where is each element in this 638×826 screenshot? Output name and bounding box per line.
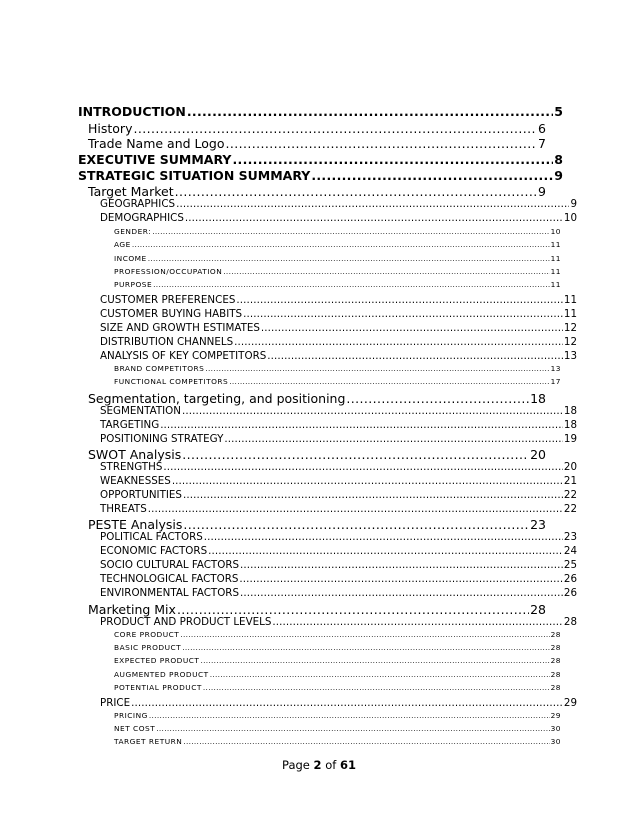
toc-entry[interactable]: [114, 670, 561, 679]
toc-entry-title: PRICE: [100, 697, 131, 709]
toc-dot-leader: [182, 447, 529, 462]
toc-entry[interactable]: [100, 461, 577, 473]
toc-dot-leader: [223, 267, 549, 276]
toc-entry[interactable]: [100, 350, 577, 362]
toc-entry-page-number: 7: [538, 136, 546, 151]
toc-dot-leader: [132, 240, 550, 249]
toc-entry[interactable]: [114, 227, 561, 236]
toc-dot-leader: [176, 198, 569, 210]
toc-entry[interactable]: [100, 475, 577, 487]
toc-entry-page-number: 22: [563, 489, 577, 501]
toc-entry-page-number: 11: [550, 280, 561, 289]
toc-entry[interactable]: [114, 240, 561, 249]
toc-entry-page-number: 11: [563, 294, 577, 306]
toc-entry-title: POTENTIAL PRODUCT: [114, 683, 202, 692]
toc-entry-title: BASIC PRODUCT: [114, 643, 182, 652]
toc-entry-title: INTRODUCTION: [78, 104, 186, 119]
toc-entry[interactable]: [100, 616, 577, 628]
toc-entry[interactable]: [114, 643, 561, 652]
toc-dot-leader: [163, 461, 563, 473]
toc-entry-page-number: 28: [563, 616, 577, 628]
toc-entry[interactable]: [100, 489, 577, 501]
toc-entry-page-number: 28: [530, 602, 546, 617]
toc-dot-leader: [226, 136, 538, 151]
toc-entry-page-number: 13: [550, 364, 561, 373]
toc-entry-page-number: 18: [563, 419, 577, 431]
toc-dot-leader: [148, 254, 550, 263]
toc-entry-title: DEMOGRAPHICS: [100, 212, 184, 224]
toc-entry-page-number: 9: [554, 168, 563, 183]
toc-dot-leader: [133, 121, 537, 136]
toc-entry-title: POLITICAL FACTORS: [100, 531, 203, 543]
toc-entry-page-number: 11: [550, 254, 561, 263]
toc-entry-title: WEAKNESSES: [100, 475, 171, 487]
toc-entry[interactable]: [114, 280, 561, 289]
toc-dot-leader: [180, 630, 549, 639]
toc-entry-page-number: 18: [563, 405, 577, 417]
toc-entry-page-number: 28: [550, 656, 561, 665]
toc-entry[interactable]: [88, 136, 546, 151]
toc-dot-leader: [205, 364, 549, 373]
toc-entry-page-number: 28: [550, 643, 561, 652]
toc-entry-page-number: 24: [563, 545, 577, 557]
toc-dot-leader: [224, 433, 563, 445]
toc-dot-leader: [152, 227, 549, 236]
toc-dot-leader: [185, 212, 563, 224]
toc-entry-title: EXECUTIVE SUMMARY: [78, 152, 232, 167]
toc-entry[interactable]: [88, 391, 546, 406]
toc-entry-title: TARGET RETURN: [114, 737, 183, 746]
toc-entry-title: TARGETING: [100, 419, 160, 431]
toc-entry[interactable]: [114, 656, 561, 665]
toc-entry-page-number: 28: [550, 683, 561, 692]
toc-entry[interactable]: [100, 573, 577, 585]
toc-entry-page-number: 10: [563, 212, 577, 224]
toc-entry-page-number: 11: [550, 267, 561, 276]
toc-entry[interactable]: [88, 121, 546, 136]
toc-entry-page-number: 28: [550, 670, 561, 679]
toc-entry-title: TECHNOLOGICAL FACTORS: [100, 573, 239, 585]
toc-entry-page-number: 5: [554, 104, 563, 119]
toc-entry-page-number: 22: [563, 503, 577, 515]
toc-entry-title: SOCIO CULTURAL FACTORS: [100, 559, 240, 571]
toc-entry-page-number: 12: [563, 336, 577, 348]
toc-entry-title: ECONOMIC FACTORS: [100, 545, 208, 557]
toc-entry-title: ANALYSIS OF KEY COMPETITORS: [100, 350, 267, 362]
toc-dot-leader: [243, 308, 563, 320]
toc-entry-page-number: 18: [530, 391, 546, 406]
toc-entry-title: PRICING: [114, 711, 148, 720]
toc-entry[interactable]: [100, 308, 577, 320]
toc-entry-page-number: 25: [563, 559, 577, 571]
toc-entry[interactable]: [114, 364, 561, 373]
toc-entry[interactable]: [114, 377, 561, 386]
toc-dot-leader: [208, 545, 563, 557]
toc-entry-page-number: 9: [570, 198, 577, 210]
toc-entry[interactable]: [100, 503, 577, 515]
toc-dot-leader: [153, 280, 549, 289]
footer-prefix: Page: [282, 758, 310, 772]
toc-entry-title: INCOME: [114, 254, 147, 263]
toc-entry-title: CORE PRODUCT: [114, 630, 180, 639]
toc-entry[interactable]: [114, 724, 561, 733]
toc-entry-page-number: 20: [530, 447, 546, 462]
toc-dot-leader: [234, 336, 563, 348]
toc-entry-page-number: 11: [563, 308, 577, 320]
toc-entry[interactable]: [100, 405, 577, 417]
toc-entry[interactable]: [100, 433, 577, 445]
toc-entry-title: PESTE Analysis: [88, 517, 183, 532]
toc-entry-page-number: 6: [538, 121, 546, 136]
toc-entry[interactable]: [88, 517, 546, 532]
toc-entry-title: PURPOSE: [114, 280, 153, 289]
toc-entry-page-number: 8: [554, 152, 563, 167]
toc-dot-leader: [232, 152, 553, 167]
toc-dot-leader: [131, 697, 563, 709]
toc-entry-page-number: 12: [563, 322, 577, 334]
toc-entry-page-number: 9: [538, 184, 546, 199]
toc-dot-leader: [187, 104, 553, 119]
toc-dot-leader: [182, 405, 563, 417]
toc-entry-page-number: 29: [563, 697, 577, 709]
toc-entry[interactable]: [100, 294, 577, 306]
toc-entry[interactable]: [100, 212, 577, 224]
toc-entry-title: SEGMENTATION: [100, 405, 181, 417]
toc-entry-title: SIZE AND GROWTH ESTIMATES: [100, 322, 260, 334]
toc-entry-title: History: [88, 121, 133, 136]
toc-entry[interactable]: [114, 683, 561, 692]
toc-entry[interactable]: [100, 587, 577, 599]
toc-entry[interactable]: [100, 559, 577, 571]
toc-entry[interactable]: [100, 322, 577, 334]
toc-dot-leader: [183, 489, 563, 501]
toc-entry-title: Segmentation, targeting, and positioning: [88, 391, 346, 406]
toc-entry-title: AGE: [114, 240, 131, 249]
toc-dot-leader: [210, 670, 550, 679]
toc-entry-title: AUGMENTED PRODUCT: [114, 670, 209, 679]
toc-dot-leader: [175, 184, 537, 199]
toc-dot-leader: [182, 643, 549, 652]
toc-entry-title: Trade Name and Logo: [88, 136, 225, 151]
toc-entry-title: DISTRIBUTION CHANNELS: [100, 336, 234, 348]
toc-entry-page-number: 20: [563, 461, 577, 473]
toc-entry-title: ENVIRONMENTAL FACTORS: [100, 587, 240, 599]
toc-entry-title: GENDER:: [114, 227, 152, 236]
toc-entry-title: POSITIONING STRATEGY: [100, 433, 224, 445]
toc-entry-title: PROFESSION/OCCUPATION: [114, 267, 223, 276]
toc-entry[interactable]: [100, 531, 577, 543]
toc-entry-title: Target Market: [88, 184, 174, 199]
toc-entry-page-number: 11: [550, 240, 561, 249]
toc-entry-page-number: 13: [563, 350, 577, 362]
toc-dot-leader: [183, 737, 549, 746]
toc-entry-page-number: 29: [550, 711, 561, 720]
toc-dot-leader: [229, 377, 549, 386]
toc-entry-page-number: 10: [550, 227, 561, 236]
toc-entry[interactable]: [114, 267, 561, 276]
toc-dot-leader: [261, 322, 563, 334]
toc-dot-leader: [156, 724, 549, 733]
toc-entry-title: BRAND COMPETITORS: [114, 364, 205, 373]
toc-dot-leader: [160, 419, 563, 431]
toc-dot-leader: [240, 587, 563, 599]
toc-entry-title: CUSTOMER PREFERENCES: [100, 294, 236, 306]
toc-entry-title: Marketing Mix: [88, 602, 176, 617]
footer-of: of: [325, 758, 337, 772]
toc-entry-title: FUNCTIONAL COMPETITORS: [114, 377, 229, 386]
toc-entry-title: SWOT Analysis: [88, 447, 182, 462]
toc-entry-title: NET COST: [114, 724, 156, 733]
toc-entry[interactable]: [78, 104, 563, 119]
toc-entry[interactable]: [78, 168, 563, 183]
toc-dot-leader: [149, 711, 550, 720]
toc-entry[interactable]: [88, 602, 546, 617]
toc-entry[interactable]: [114, 711, 561, 720]
total-page-count: 61: [339, 758, 356, 772]
current-page-number: 2: [313, 758, 322, 772]
toc-entry-page-number: 17: [550, 377, 561, 386]
toc-dot-leader: [148, 503, 563, 515]
toc-entry-page-number: 21: [563, 475, 577, 487]
toc-dot-leader: [183, 517, 529, 532]
toc-entry[interactable]: [114, 630, 561, 639]
toc-entry[interactable]: [100, 545, 577, 557]
toc-dot-leader: [267, 350, 563, 362]
toc-dot-leader: [204, 531, 563, 543]
toc-entry-title: CUSTOMER BUYING HABITS: [100, 308, 243, 320]
toc-entry-page-number: 30: [550, 724, 561, 733]
toc-entry-title: PRODUCT AND PRODUCT LEVELS: [100, 616, 272, 628]
toc-entry-page-number: 23: [530, 517, 546, 532]
toc-dot-leader: [346, 391, 529, 406]
page-footer: [0, 758, 638, 772]
toc-entry[interactable]: [100, 419, 577, 431]
toc-entry-title: OPPORTUNITIES: [100, 489, 182, 501]
toc-entry[interactable]: [114, 737, 561, 746]
toc-dot-leader: [172, 475, 563, 487]
toc-entry-title: STRATEGIC SITUATION SUMMARY: [78, 168, 311, 183]
toc-dot-leader: [239, 573, 563, 585]
toc-entry[interactable]: [78, 152, 563, 167]
toc-entry-title: THREATS: [100, 503, 147, 515]
toc-entry-title: EXPECTED PRODUCT: [114, 656, 200, 665]
toc-entry-page-number: 30: [550, 737, 561, 746]
toc-dot-leader: [240, 559, 563, 571]
toc-entry[interactable]: [100, 697, 577, 709]
toc-entry[interactable]: [100, 198, 577, 210]
toc-entry-page-number: 26: [563, 573, 577, 585]
toc-entry-page-number: 23: [563, 531, 577, 543]
toc-entry-page-number: 28: [550, 630, 561, 639]
toc-dot-leader: [203, 683, 550, 692]
toc-entry[interactable]: [88, 184, 546, 199]
toc-dot-leader: [272, 616, 563, 628]
toc-entry-page-number: 26: [563, 587, 577, 599]
toc-entry[interactable]: [100, 336, 577, 348]
toc-entry-title: STRENGTHS: [100, 461, 163, 473]
toc-dot-leader: [236, 294, 563, 306]
toc-entry[interactable]: [114, 254, 561, 263]
toc-entry[interactable]: [88, 447, 546, 462]
toc-dot-leader: [200, 656, 549, 665]
toc-dot-leader: [311, 168, 553, 183]
toc-dot-leader: [177, 602, 529, 617]
toc-entry-page-number: 19: [563, 433, 577, 445]
toc-entry-title: GEOGRAPHICS: [100, 198, 176, 210]
